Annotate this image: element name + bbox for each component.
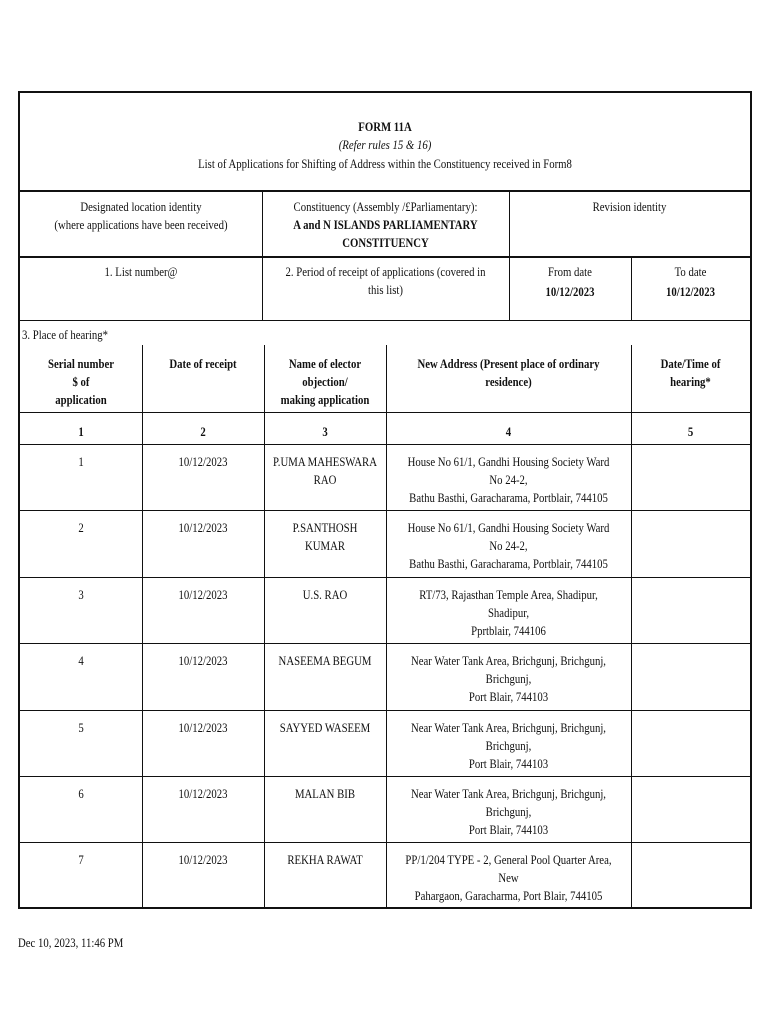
divider-vertical: [509, 190, 510, 256]
elector-name-cell: SAYYED WASEEM: [279, 720, 371, 735]
column-number: 3: [322, 425, 328, 439]
column-divider: [142, 345, 143, 907]
address-cell: RT/73, Rajasthan Temple Area, Shadipur, Shadipur, Pprtblair, 744106: [419, 587, 598, 638]
constituency-label: Constituency (Assembly /£Parliamentary):: [293, 200, 478, 214]
address-cell: Near Water Tank Area, Brichgunj, Brichgunj, Brichgunj, Port Blair, 744103: [410, 787, 607, 837]
date-of-receipt-cell: 10/12/2023: [178, 853, 228, 868]
constituency-value: A and N ISLANDS PARLIAMENTARY: [293, 218, 478, 232]
from-date-value: 10/12/2023: [545, 285, 595, 299]
date-of-receipt-cell: 10/12/2023: [178, 587, 228, 602]
date-of-receipt-cell: 10/12/2023: [178, 654, 228, 669]
elector-name-cell: P.SANTHOSH KUMAR: [292, 521, 358, 554]
header-elector-name: Name of elector objection/ making application: [280, 357, 370, 407]
to-date: [639, 263, 741, 301]
column-divider: [386, 345, 387, 907]
form-description: List of Applications for Shifting of Address within the Constituency received in Form8: [198, 157, 572, 171]
header-hearing-time: Date/Time of hearing*: [660, 357, 721, 389]
elector-name-cell: MALAN BIB: [294, 787, 356, 801]
form-rules: (Refer rules 15 & 16): [338, 138, 432, 152]
elector-name-cell: REKHA RAWAT: [287, 853, 363, 868]
serial-number-cell: 4: [78, 654, 84, 669]
date-of-receipt-cell: 10/12/2023: [178, 521, 228, 536]
print-timestamp: Dec 10, 2023, 11:46 PM: [18, 936, 124, 950]
address-cell: PP/1/204 TYPE - 2, General Pool Quarter Area, New Pahargaon, Garacharma, Port Blair, 744105: [405, 853, 612, 904]
place-of-hearing-label: 3. Place of hearing*: [22, 328, 108, 342]
from-date-label: From date: [548, 265, 592, 279]
form-title: FORM 11A: [358, 120, 412, 134]
column-number: 2: [200, 425, 206, 439]
column-number: 5: [687, 425, 694, 439]
serial-number-cell: 6: [78, 787, 84, 801]
address-cell: House No 61/1, Gandhi Housing Society Ward No 24-2, Bathu Basthi, Garacharama, Portblair, 744105: [407, 455, 610, 505]
serial-number-cell: 2: [78, 521, 84, 536]
divider-title: [20, 190, 750, 192]
revision-identity-label: Revision identity: [592, 200, 667, 214]
column-divider: [264, 345, 265, 907]
divider-vertical: [262, 190, 263, 320]
address-cell: Near Water Tank Area, Brichgunj, Brichgunj, Brichgunj, Port Blair, 744103: [410, 720, 607, 771]
elector-name-cell: P.UMA MAHESWARA RAO: [273, 455, 377, 487]
serial-number-cell: 3: [78, 587, 84, 602]
designated-location-label: Designated location identity (where applications have been received): [54, 200, 228, 232]
column-number: 1: [78, 425, 84, 439]
row-divider: [20, 710, 750, 711]
elector-name-cell: NASEEMA BEGUM: [278, 654, 372, 669]
serial-number-cell: 1: [78, 455, 84, 469]
divider-column-numbers: [20, 444, 750, 445]
header-date-of-receipt: Date of receipt: [169, 357, 237, 371]
period-label: 2. Period of receipt of applications (covered in this list): [285, 265, 486, 297]
column-number: 4: [505, 425, 512, 439]
to-date-value: 10/12/2023: [666, 285, 715, 299]
divider-place: [20, 320, 750, 321]
constituency-block: Constituency (Assembly /£Parliamentary): A and N ISLANDS PARLIAMENTARY CONSTITUENCY: [279, 198, 491, 252]
divider-vertical: [509, 256, 510, 320]
date-of-receipt-cell: 10/12/2023: [178, 787, 228, 801]
from-date: [518, 263, 623, 301]
column-divider: [631, 345, 632, 907]
to-date-label: To date: [674, 265, 707, 279]
form-11a-document: [18, 91, 752, 909]
divider-info: [20, 256, 750, 258]
header-serial-number: Serial number $ of application: [47, 357, 114, 407]
serial-number-cell: 7: [78, 853, 84, 868]
row-divider: [20, 510, 750, 511]
row-divider: [20, 643, 750, 644]
divider-header: [20, 412, 750, 413]
serial-number-cell: 5: [78, 720, 84, 735]
address-cell: House No 61/1, Gandhi Housing Society Ward No 24-2, Bathu Basthi, Garacharama, Portblair, 744105: [407, 521, 610, 572]
header-new-address: New Address (Present place of ordinary residence): [417, 357, 600, 389]
row-divider: [20, 842, 750, 843]
row-divider: [20, 577, 750, 578]
list-number-label: 1. List number@: [104, 265, 178, 279]
date-of-receipt-cell: 10/12/2023: [178, 720, 228, 735]
row-divider: [20, 776, 750, 777]
address-cell: Near Water Tank Area, Brichgunj, Brichgunj, Brichgunj, Port Blair, 744103: [410, 654, 607, 705]
divider-vertical: [631, 256, 632, 320]
date-of-receipt-cell: 10/12/2023: [178, 455, 228, 469]
elector-name-cell: U.S. RAO: [302, 587, 348, 602]
